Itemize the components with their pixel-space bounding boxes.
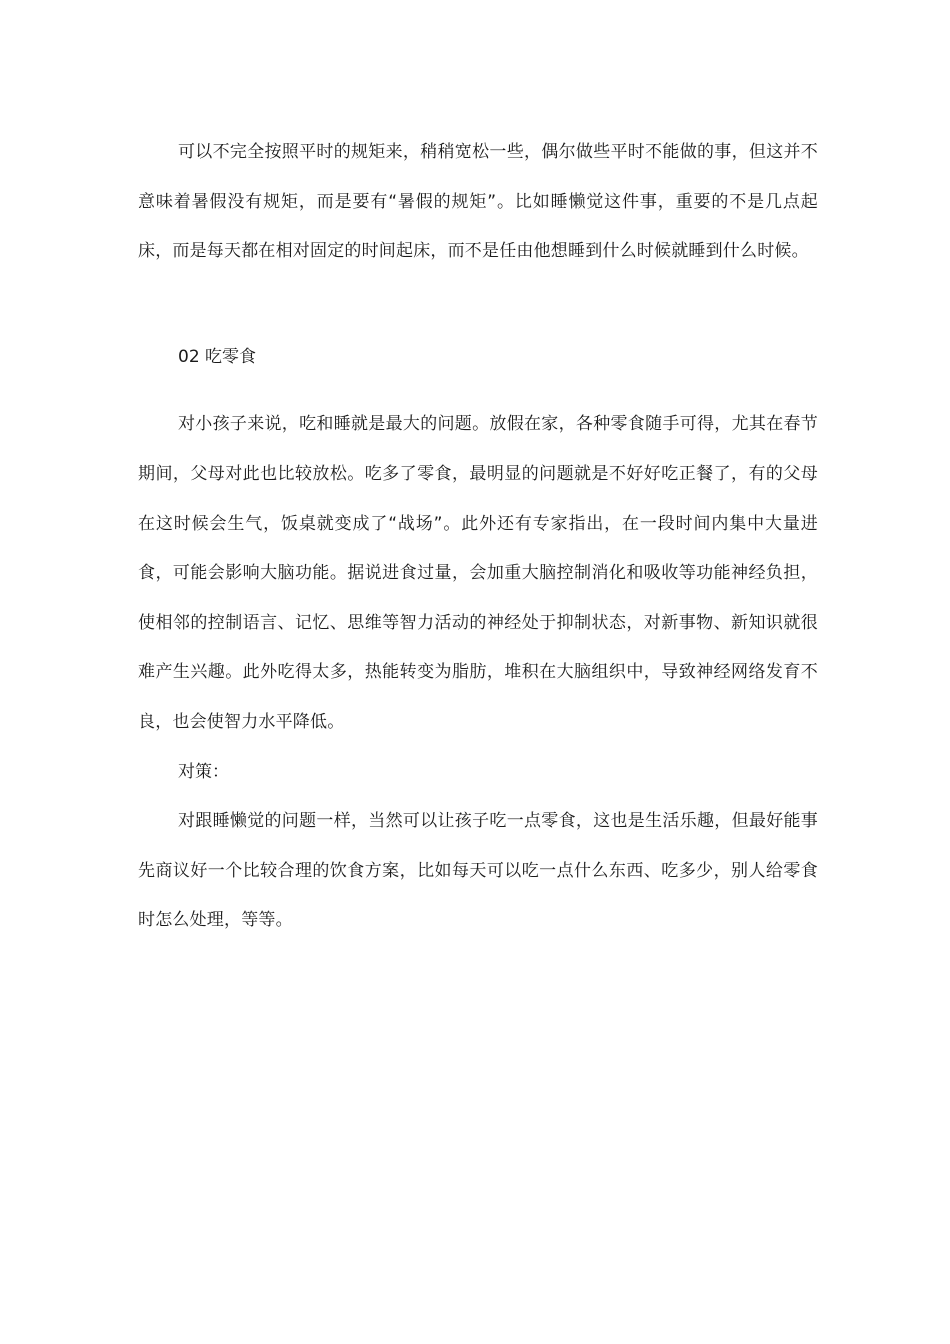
spacer [138, 277, 818, 333]
paragraph-snacks: 对小孩子来说，吃和睡就是最大的问题。放假在家，各种零食随手可得，尤其在春节期间，父母对此也比较放松。吃多了零食，最明显的问题就是不好好吃正餐了，有的父母在这时候会生气，饭桌就变成了“战场”。此外还有专家指出，在一段时间内集中大量进食，可能会影响大脑功能。据说进食过量，会加重大脑控制消化和吸收等功能神经负担，使相邻的控制语言、记忆、思维等智力活动的神经处于抑制状态，对新事物、新知识就很难产生兴趣。此外吃得太多，热能转变为脂肪，堆积在大脑组织中，导致神经网络发育不良，也会使智力水平降低。 [138, 414, 818, 732]
document-body [138, 128, 818, 946]
section-heading: 02 吃零食 [178, 346, 257, 367]
countermeasure-label: 对策： [178, 761, 229, 782]
spacer [138, 382, 818, 400]
paragraph-countermeasure: 对跟睡懒觉的问题一样，当然可以让孩子吃一点零食，这也是生活乐趣，但最好能事先商议好一个比较合理的饮食方案，比如每天可以吃一点什么东西、吃多少，别人给零食时怎么处理，等等。 [138, 811, 818, 931]
paragraph-summer-rules: 可以不完全按照平时的规矩来，稍稍宽松一些，偶尔做些平时不能做的事，但这并不意味着暑假没有规矩，而是要有“暑假的规矩”。比如睡懒觉这件事，重要的不是几点起床，而是每天都在相对固定的时间起床，而不是任由他想睡到什么时候就睡到什么时候。 [138, 142, 818, 262]
